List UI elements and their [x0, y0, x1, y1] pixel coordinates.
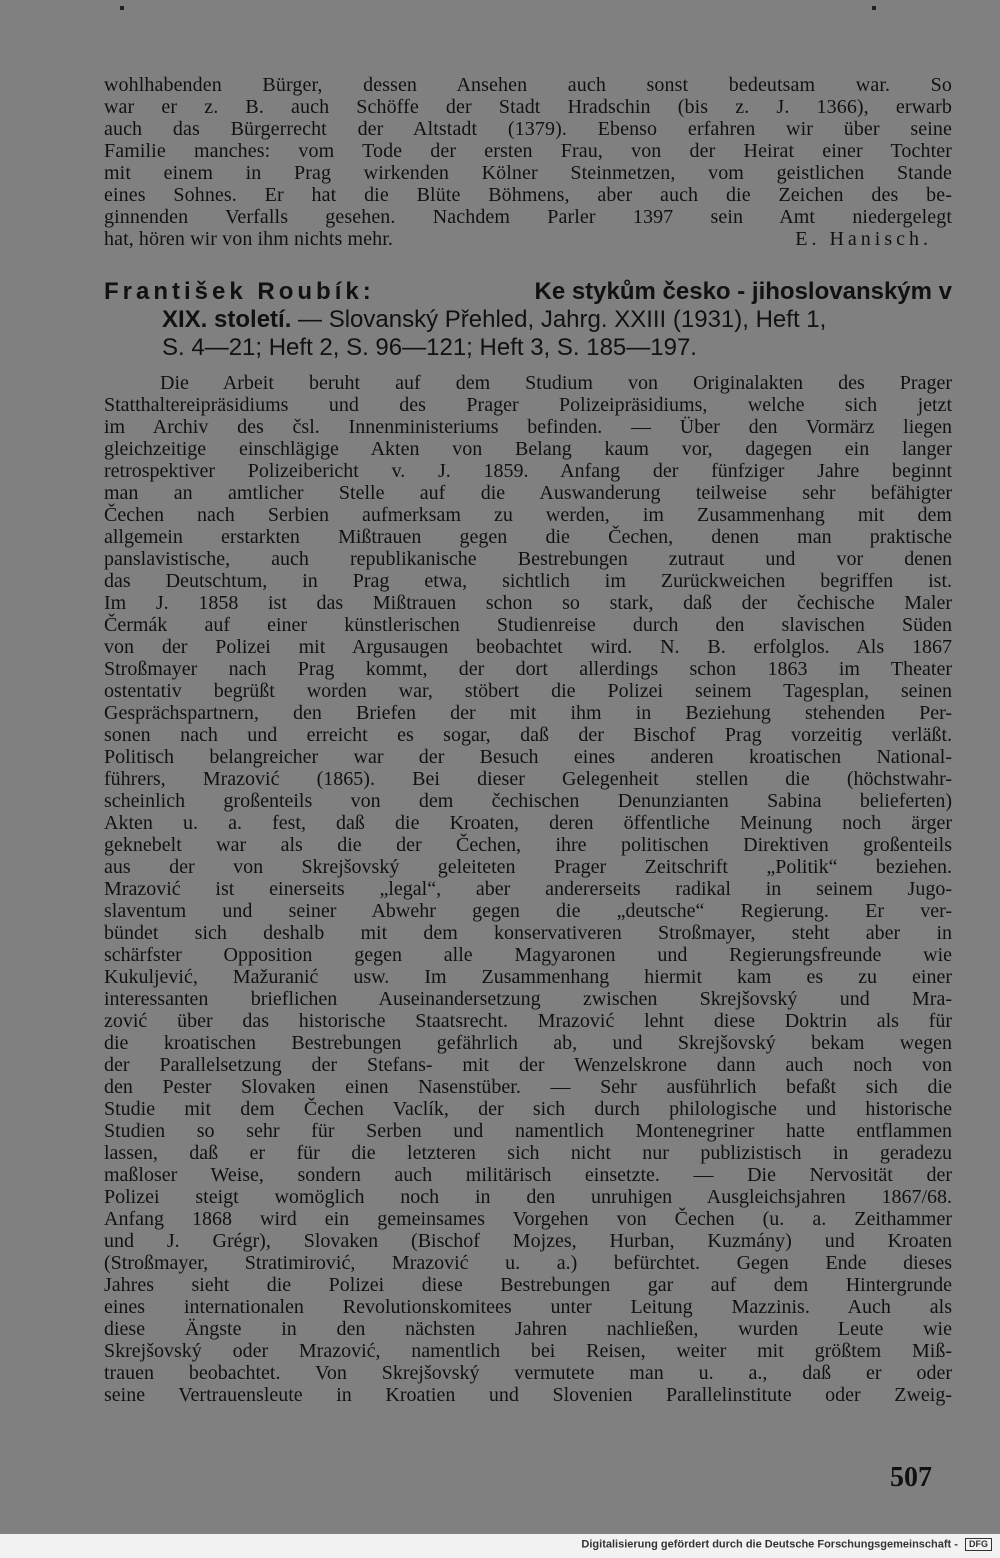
heading-line — [104, 306, 952, 334]
heading-citation: — Slovanský Přehled, Jahrg. XXIII (1931), Heft 1, — [291, 306, 827, 333]
body-line: die kroatischen Bestrebungen gefährlich ab, und Skrejšovský bekam wegen — [104, 1032, 952, 1054]
body-line: eines internationalen Revolutionskomitees unter Leitung Mazzinis. Auch als — [104, 1296, 952, 1318]
review-heading — [104, 278, 952, 362]
heading-title-end: XIX. století. — [162, 306, 292, 333]
body-line: interessanten brieflichen Auseinandersetzung zwischen Skrejšovský und Mra- — [104, 988, 952, 1010]
body-line: Polizei steigt womöglich noch in den unruhigen Ausgleichsjahren 1867/68. — [104, 1186, 952, 1208]
body-line: den Pester Slovaken einen Nasenstüber. — Sehr ausführlich befaßt sich die — [104, 1076, 952, 1098]
body-line: retrospektiver Polizeibericht v. J. 1859. Anfang der fünfziger Jahre beginnt — [104, 460, 952, 482]
body-line: man an amtlicher Stelle auf die Auswanderung teilweise sehr befähigter — [104, 482, 952, 504]
body-line: von der Polizei mit Argusaugen beobachtet wird. N. B. erfolglos. Als 1867 — [104, 636, 952, 658]
body-line: allgemein erstarkten Mißtrauen gegen die Čechen, denen man praktische — [104, 526, 952, 548]
body-line: Politisch belangreicher war der Besuch eines anderen kroatischen National- — [104, 746, 952, 768]
footer-credit — [581, 1538, 992, 1551]
heading-author: František Roubík: — [104, 278, 375, 305]
body-line: zović über das historische Staatsrecht. Mrazović lehnt diese Doktrin als für — [104, 1010, 952, 1032]
intro-line: hat, hören wir von ihm nichts mehr. — [104, 228, 394, 250]
body-line: führers, Mrazović (1865). Bei dieser Gelegenheit stellen die (höchstwahr- — [104, 768, 952, 790]
footer-credit-text: Digitalisierung gefördert durch die Deutsche Forschungsgemeinschaft - — [581, 1538, 958, 1551]
body-lines — [104, 394, 952, 1384]
body-line: Mrazović ist einerseits „legal“, aber andererseits radikal in seinem Jugo- — [104, 878, 952, 900]
body-line: Jahres sieht die Polizei diese Bestrebungen gar auf dem Hintergrunde — [104, 1274, 952, 1296]
body-line: Skrejšovský oder Mrazović, namentlich bei Reisen, weiter mit größtem Miß- — [104, 1340, 952, 1362]
intro-line: war er z. B. auch Schöffe der Stadt Hradschin (bis z. J. 1366), erwarb — [104, 96, 952, 118]
body-line: der Parallelsetzung der Stefans- mit der Wenzelskrone dann auch noch von — [104, 1054, 952, 1076]
review-body — [104, 372, 952, 1406]
body-line: Statthaltereipräsidiums und des Prager Polizeipräsidiums, welche sich jetzt — [104, 394, 952, 416]
author-signature: E. Hanisch. — [795, 228, 932, 250]
body-line: das Deutschtum, in Prag etwa, sichtlich im Zurückweichen begriffen ist. — [104, 570, 952, 592]
intro-line: wohlhabenden Bürger, dessen Ansehen auch sonst bedeutsam war. So — [104, 74, 952, 96]
body-line: Die Arbeit beruht auf dem Studium von Originalakten des Prager — [160, 372, 952, 394]
body-line: Gesprächspartnern, den Briefen der mit ihm in Beziehung stehenden Per- — [104, 702, 952, 724]
heading-line — [104, 278, 952, 306]
body-line: trauen beobachtet. Von Skrejšovský vermutete man u. a., daß er oder — [104, 1362, 952, 1384]
body-line: bündet sich deshalb mit dem konservativeren Stroßmayer, steht aber in — [104, 922, 952, 944]
body-line: lassen, daß er für die letzteren sich nicht nur publizistisch in geradezu — [104, 1142, 952, 1164]
intro-line: auch das Bürgerrecht der Altstadt (1379). Ebenso erfahren wir über seine — [104, 118, 952, 140]
body-line: Anfang 1868 wird ein gemeinsames Vorgehen von Čechen (u. a. Zeithammer — [104, 1208, 952, 1230]
body-line: maßloser Weise, sondern auch militärisch einsetzte. — Die Nervosität der — [104, 1164, 952, 1186]
body-line: Čechen nach Serbien aufmerksam zu werden, im Zusammenhang mit dem — [104, 504, 952, 526]
body-line: Čermák auf einer künstlerischen Studienreise durch den slavischen Süden — [104, 614, 952, 636]
body-line: seine Vertrauensleute in Kroatien und Slovenien Parallelinstitute oder Zweig- — [104, 1384, 952, 1406]
intro-last-line — [104, 228, 952, 250]
body-line: ostentativ begrüßt worden war, stöbert die Polizei seinem Tagesplan, seinen — [104, 680, 952, 702]
scan-mark-left — [120, 6, 124, 10]
body-line: aus der von Skrejšovský geleiteten Prager Zeitschrift „Politik“ beziehen. — [104, 856, 952, 878]
page-number: 507 — [890, 1462, 932, 1493]
body-line: sonen nach und erreicht es sogar, daß der Bischof Prag vorzeitig verläßt. — [104, 724, 952, 746]
body-line: im Archiv des čsl. Innenministeriums befinden. — Über den Vormärz liegen — [104, 416, 952, 438]
footer-bar — [0, 1534, 1000, 1558]
heading-title: Ke stykům česko - jihoslovanským v — [534, 278, 952, 305]
heading-citation-pages: S. 4—21; Heft 2, S. 96—121; Heft 3, S. 185—197. — [162, 334, 697, 361]
body-line: schärfster Opposition gegen alle Magyaronen und Regierungsfreunde wie — [104, 944, 952, 966]
intro-line: eines Sohnes. Er hat die Blüte Böhmens, aber auch die Zeichen des be- — [104, 184, 952, 206]
body-line: slaventum und seiner Abwehr gegen die „deutsche“ Regierung. Er ver- — [104, 900, 952, 922]
body-line: Im J. 1858 ist das Mißtrauen schon so stark, daß der čechische Maler — [104, 592, 952, 614]
scan-mark-right — [872, 6, 876, 10]
body-line: geknebelt war als die der Čechen, ihre politischen Direktiven großenteils — [104, 834, 952, 856]
body-line: Stroßmayer nach Prag kommt, der dort allerdings schon 1863 im Theater — [104, 658, 952, 680]
body-line: Akten u. a. fest, daß die Kroaten, deren öffentliche Meinung noch ärger — [104, 812, 952, 834]
intro-paragraph — [104, 74, 952, 250]
intro-line: ginnenden Verfalls gesehen. Nachdem Parler 1397 sein Amt niedergelegt — [104, 206, 952, 228]
body-line: scheinlich großenteils von dem čechischen Denunzianten Sabina belieferten) — [104, 790, 952, 812]
body-line: Studien so sehr für Serben und namentlich Montenegriner hatte entflammen — [104, 1120, 952, 1142]
body-line: (Stroßmayer, Stratimirović, Mrazović u. a.) befürchtet. Gegen Ende dieses — [104, 1252, 952, 1274]
body-line: und J. Grégr), Slovaken (Bischof Mojzes, Hurban, Kuzmány) und Kroaten — [104, 1230, 952, 1252]
body-line: Studie mit dem Čechen Vaclík, der sich durch philologische und historische — [104, 1098, 952, 1120]
intro-line: Familie manches: vom Tode der ersten Frau, von der Heirat einer Tochter — [104, 140, 952, 162]
intro-line: mit einem in Prag wirkenden Kölner Steinmetzen, vom geistlichen Stande — [104, 162, 952, 184]
body-line: Kukuljević, Mažuranić usw. Im Zusammenhang hiermit kam es zu einer — [104, 966, 952, 988]
body-line: gleichzeitige einschlägige Akten von Belang kaum vor, dagegen ein langer — [104, 438, 952, 460]
body-line: panslavistische, auch republikanische Bestrebungen zutraut und vor denen — [104, 548, 952, 570]
dfg-logo: DFG — [965, 1538, 992, 1551]
body-line: diese Ängste in den nächsten Jahren nachließen, wurden Leute wie — [104, 1318, 952, 1340]
